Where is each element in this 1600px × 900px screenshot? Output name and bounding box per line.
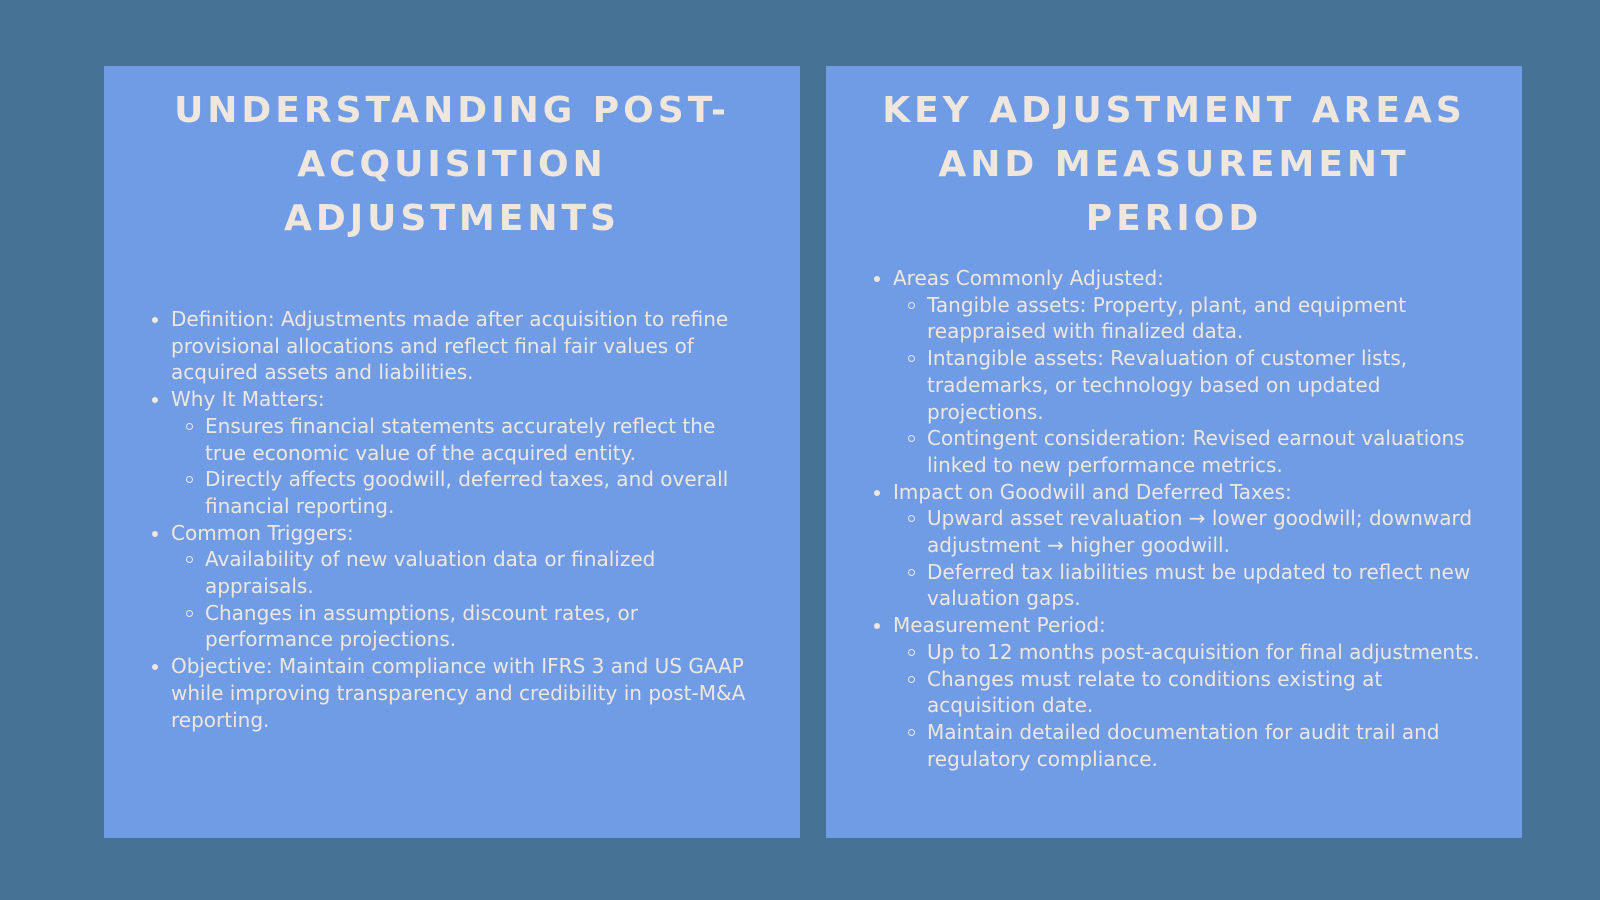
sub-bullet-text: Maintain detailed documentation for audit trail and regulatory compliance. (927, 719, 1440, 771)
sub-bullet-text: Up to 12 months post-acquisition for final adjustments. (927, 639, 1480, 664)
sub-bullet-icon (186, 556, 193, 563)
sub-list-item (893, 559, 1494, 612)
sub-list (171, 413, 758, 520)
left-bullet-list (104, 306, 800, 733)
sub-bullet-text: Deferred tax liabilities must be updated to reflect new valuation gaps. (927, 559, 1471, 611)
sub-list (171, 546, 758, 653)
sub-bullet-icon (908, 435, 915, 442)
list-item (104, 386, 800, 520)
bullet-icon (874, 276, 880, 282)
bullet-text: Measurement Period: (893, 613, 1106, 638)
bullet-text: Areas Commonly Adjusted: (893, 266, 1164, 290)
sub-bullet-icon (186, 476, 193, 483)
bullet-icon (152, 531, 158, 537)
sub-bullet-icon (908, 569, 915, 576)
bullet-icon (874, 623, 880, 629)
sub-list-item (893, 666, 1494, 719)
left-panel (104, 66, 800, 838)
sub-list-item (893, 505, 1494, 558)
sub-bullet-text: Changes must relate to conditions existing at acquisition date. (927, 666, 1383, 718)
list-item (104, 520, 800, 654)
bullet-text: Why It Matters: (171, 387, 325, 412)
sub-list-item (171, 546, 758, 599)
sub-list-item (893, 639, 1494, 666)
right-bullet-list (826, 265, 1522, 772)
sub-bullet-text: Contingent consideration: Revised earnout valuations linked to new performance metrics. (927, 426, 1465, 477)
list-item (826, 265, 1522, 479)
sub-list (893, 505, 1494, 612)
sub-bullet-text: Intangible assets: Revaluation of customer lists, trademarks, or technology based on updated projections. (927, 346, 1408, 424)
sub-bullet-text: Availability of new valuation data or finalized appraisals. (205, 547, 656, 599)
sub-list-item (171, 600, 758, 653)
sub-bullet-icon (908, 355, 915, 362)
sub-bullet-icon (908, 676, 915, 683)
bullet-text: Impact on Goodwill and Deferred Taxes: (893, 479, 1292, 504)
sub-bullet-icon (908, 515, 915, 522)
sub-bullet-icon (186, 610, 193, 617)
sub-list-item (893, 719, 1494, 772)
sub-bullet-text: Ensures financial statements accurately reflect the true economic value of the acquired entity. (205, 413, 716, 465)
bullet-icon (152, 397, 158, 403)
bullet-icon (152, 664, 158, 670)
sub-bullet-text: Upward asset revaluation → lower goodwill; downward adjustment → higher goodwill. (927, 506, 1473, 558)
sub-list-item (171, 413, 758, 466)
bullet-text: Objective: Maintain compliance with IFRS 3 and US GAAP while improving transparency and credibility in post-M&A reporting. (171, 654, 746, 732)
sub-bullet-icon (908, 302, 915, 309)
sub-list-item (893, 345, 1494, 425)
sub-list-item (171, 466, 758, 519)
list-item (104, 653, 800, 733)
bullet-icon (874, 490, 880, 496)
list-item (826, 479, 1522, 613)
sub-list-item (893, 292, 1494, 345)
sub-bullet-text: Directly affects goodwill, deferred taxes, and overall financial reporting. (205, 467, 729, 518)
sub-bullet-icon (908, 649, 915, 656)
right-panel-title: KEY ADJUSTMENT AREAS AND MEASUREMENT PERIOD (882, 90, 1466, 239)
bullet-icon (152, 317, 158, 323)
sub-list (893, 292, 1494, 479)
sub-bullet-icon (186, 423, 193, 430)
left-panel-title: UNDERSTANDING POST-ACQUISITION ADJUSTMENTS (174, 90, 730, 239)
right-panel (826, 66, 1522, 838)
sub-bullet-icon (908, 729, 915, 736)
sub-list-item (893, 425, 1494, 478)
list-item (104, 306, 800, 386)
bullet-text: Definition: Adjustments made after acquisition to refine provisional allocations and reflect final fair values of acquired assets and liabilities. (171, 307, 729, 385)
list-item (826, 612, 1522, 772)
sub-list (893, 639, 1494, 773)
bullet-text: Common Triggers: (171, 520, 354, 545)
sub-bullet-text: Tangible assets: Property, plant, and equipment reappraised with finalized data. (927, 292, 1407, 344)
sub-bullet-text: Changes in assumptions, discount rates, or performance projections. (205, 600, 639, 652)
